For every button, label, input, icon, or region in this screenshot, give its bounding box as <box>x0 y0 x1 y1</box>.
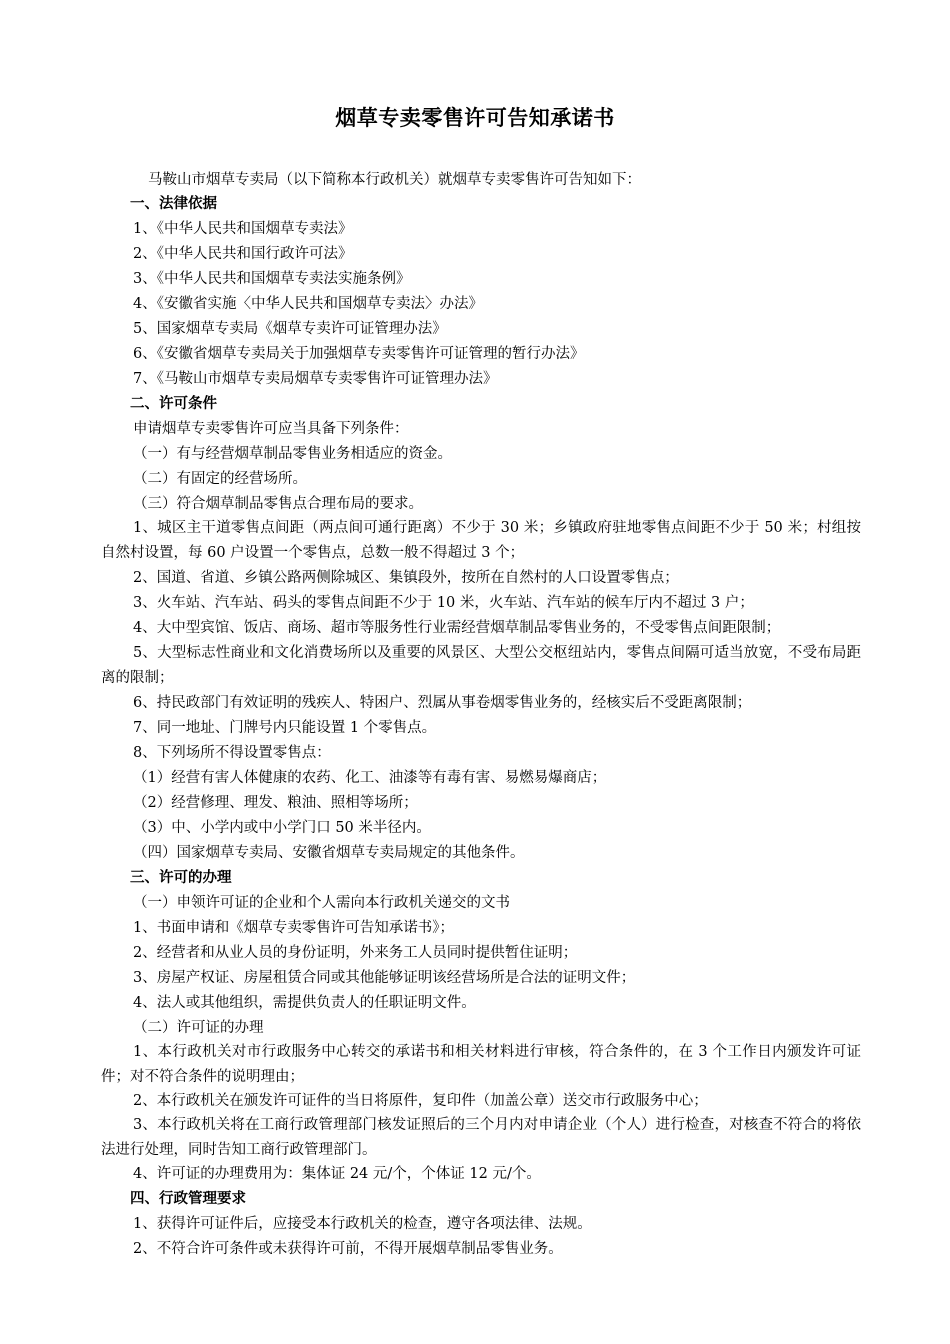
condition-item: （二）有固定的经营场所。 <box>133 471 307 487</box>
procedure-step: 2、本行政机关在颁发许可证件的当日将原件，复印件（加盖公章）送交市行政服务中心； <box>133 1093 708 1109</box>
layout-rule-paragraph: 3、火车站、汽车站、码头的零售点间距不少于 10 米，火车站、汽车站的候车厅内不超过 3 户； <box>133 595 754 611</box>
layout-rule-paragraph: 2、国道、省道、乡镇公路两侧除城区、集镇段外，按所在自然村的人口设置零售点； <box>133 570 679 586</box>
legal-basis-item: 4、《安徽省实施〈中华人民共和国烟草专卖法〉办法》 <box>133 296 483 312</box>
conditions-lead: 申请烟草专卖零售许可应当具备下列条件： <box>133 421 409 437</box>
legal-basis-item: 3、《中华人民共和国烟草专卖法实施条例》 <box>133 271 411 287</box>
layout-rule-paragraph: 5、大型标志性商业和文化消费场所以及重要的风景区、大型公交枢纽站内，零售点间隔可适当放宽，不受布局距离的限制； <box>101 645 861 686</box>
section-heading-legal-basis: 一、法律依据 <box>130 196 217 212</box>
procedure-step: 1、本行政机关对市行政服务中心转交的承诺书和相关材料进行审核，符合条件的，在 3 个工作日内颁发许可证件；对不符合条件的说明理由； <box>101 1044 861 1085</box>
condition-item: （一）有与经营烟草制品零售业务相适应的资金。 <box>133 446 452 462</box>
legal-basis-item: 1、《中华人民共和国烟草专卖法》 <box>133 221 353 237</box>
legal-basis-item: 6、《安徽省烟草专卖局关于加强烟草专卖零售许可证管理的暂行办法》 <box>133 346 585 362</box>
required-document-item: 4、法人或其他组织，需提供负责人的任职证明文件。 <box>133 995 476 1011</box>
section-heading-procedure: 三、许可的办理 <box>130 870 232 886</box>
procedure-subheading: （一）申领许可证的企业和个人需向本行政机关递交的文书 <box>133 895 510 911</box>
section-heading-conditions: 二、许可条件 <box>130 396 217 412</box>
section-heading-management: 四、行政管理要求 <box>130 1191 246 1207</box>
intro-text: 马鞍山市烟草专卖局（以下简称本行政机关）就烟草专卖零售许可告知如下： <box>148 172 641 188</box>
legal-basis-item: 5、国家烟草专卖局《烟草专卖许可证管理办法》 <box>133 321 447 337</box>
prohibited-place-item: （1）经营有害人体健康的农药、化工、油漆等有毒有害、易燃易爆商店； <box>133 770 607 786</box>
required-document-item: 1、书面申请和《烟草专卖零售许可告知承诺书》； <box>133 920 454 936</box>
legal-basis-item: 7、《马鞍山市烟草专卖局烟草专卖零售许可证管理办法》 <box>133 371 498 387</box>
condition-item: （四）国家烟草专卖局、安徽省烟草专卖局规定的其他条件。 <box>133 845 525 861</box>
required-document-item: 2、经营者和从业人员的身份证明，外来务工人员同时提供暂住证明； <box>133 945 578 961</box>
condition-item: （三）符合烟草制品零售点合理布局的要求。 <box>133 496 423 512</box>
legal-basis-item: 2、《中华人民共和国行政许可法》 <box>133 246 353 262</box>
management-requirement: 2、不符合许可条件或未获得许可前，不得开展烟草制品零售业务。 <box>133 1241 563 1257</box>
document-title: 烟草专卖零售许可告知承诺书 <box>335 105 615 130</box>
procedure-subheading: （二）许可证的办理 <box>133 1020 264 1036</box>
procedure-step: 3、本行政机关将在工商行政管理部门核发证照后的三个月内对申请企业（个人）进行检查，对核查不符合的将依法进行处理，同时告知工商行政管理部门。 <box>101 1117 861 1158</box>
required-document-item: 3、房屋产权证、房屋租赁合同或其他能够证明该经营场所是合法的证明文件； <box>133 970 636 986</box>
layout-rule-paragraph: 1、城区主干道零售点间距（两点间可通行距离）不少于 30 米；乡镇政府驻地零售点间距不少于 50 米；村组按自然村设置，每 60 户设置一个零售点，总数一般不得超过 3 个； <box>101 520 861 561</box>
layout-rule-paragraph: 4、大中型宾馆、饭店、商场、超市等服务性行业需经营烟草制品零售业务的，不受零售点间距限制； <box>133 620 781 636</box>
layout-rule-paragraph: 7、同一地址、门牌号内只能设置 1 个零售点。 <box>133 720 437 736</box>
prohibited-place-item: （3）中、小学内或中小学门口 50 米半径内。 <box>133 820 431 836</box>
management-requirement: 1、获得许可证件后，应接受本行政机关的检查，遵守各项法律、法规。 <box>133 1216 592 1232</box>
layout-rule-paragraph: 8、下列场所不得设置零售点： <box>133 745 331 761</box>
prohibited-place-item: （2）经营修理、理发、粮油、照相等场所； <box>133 795 418 811</box>
procedure-step: 4、许可证的办理费用为：集体证 24 元/个，个体证 12 元/个。 <box>133 1166 541 1182</box>
layout-rule-paragraph: 6、持民政部门有效证明的残疾人、特困户、烈属从事卷烟零售业务的，经核实后不受距离限制； <box>133 695 752 711</box>
